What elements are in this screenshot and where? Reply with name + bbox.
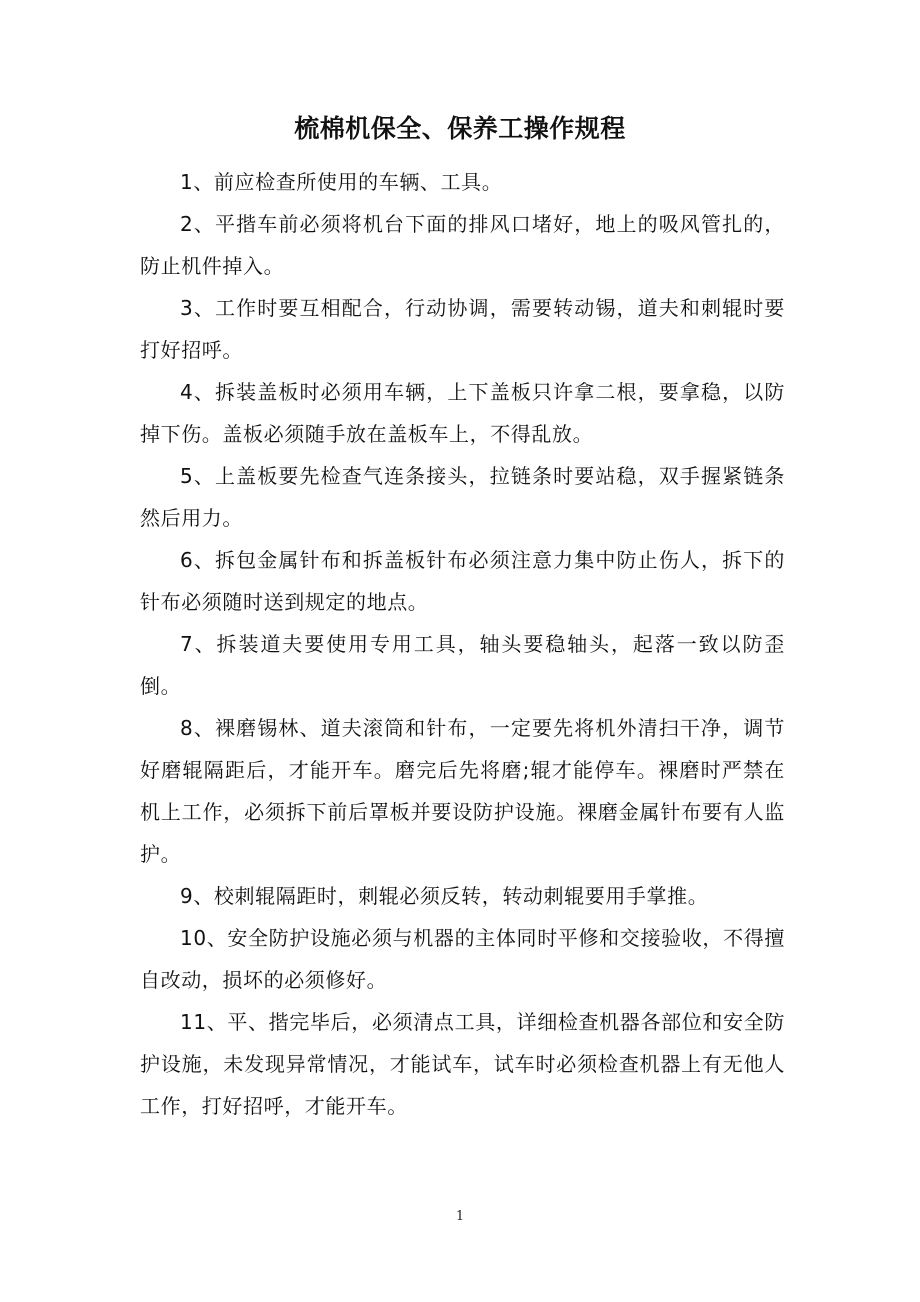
paragraph-1: 1、前应检查所使用的车辆、工具。	[180, 170, 503, 194]
paragraph-11: 11、平、揩完毕后，必须清点工具，详细检查机器各部位和安全防护设施，未发现异常情况，才能试车，试车时必须检查机器上有无他人工作，打好招呼，才能开车。	[140, 1010, 785, 1118]
paragraph-10: 10、安全防护设施必须与机器的主体同时平修和交接验收，不得擅自改动，损坏的必须修好。	[140, 926, 785, 992]
document-title: 梳棉机保全、保养工操作规程	[294, 114, 626, 143]
paragraph-3: 3、工作时要互相配合，行动协调，需要转动锡，道夫和刺辊时要打好招呼。	[140, 296, 785, 362]
page-number: 1	[455, 1209, 465, 1224]
paragraph-2: 2、平揩车前必须将机台下面的排风口堵好，地上的吸风管扎的，防止机件掉入。	[140, 212, 785, 278]
paragraph-9: 9、校刺辊隔距时，刺辊必须反转，转动刺辊要用手掌推。	[180, 884, 709, 908]
paragraph-6: 6、拆包金属针布和拆盖板针布必须注意力集中防止伤人，拆下的针布必须随时送到规定的地点。	[140, 548, 785, 614]
paragraph-4: 4、拆装盖板时必须用车辆，上下盖板只许拿二根，要拿稳，以防掉下伤。盖板必须随手放在盖板车上，不得乱放。	[140, 380, 785, 446]
paragraph-8: 8、裸磨锡林、道夫滚筒和针布，一定要先将机外清扫干净，调节好磨辊隔距后，才能开车。磨完后先将磨;辊才能停车。裸磨时严禁在机上工作，必须拆下前后罩板并要设防护设施。裸磨金属针布要有人监护。	[140, 716, 785, 866]
paragraph-5: 5、上盖板要先检查气连条接头，拉链条时要站稳，双手握紧链条然后用力。	[140, 464, 785, 530]
document-body	[140, 161, 785, 1127]
paragraph-7: 7、拆装道夫要使用专用工具，轴头要稳轴头，起落一致以防歪倒。	[140, 632, 785, 698]
